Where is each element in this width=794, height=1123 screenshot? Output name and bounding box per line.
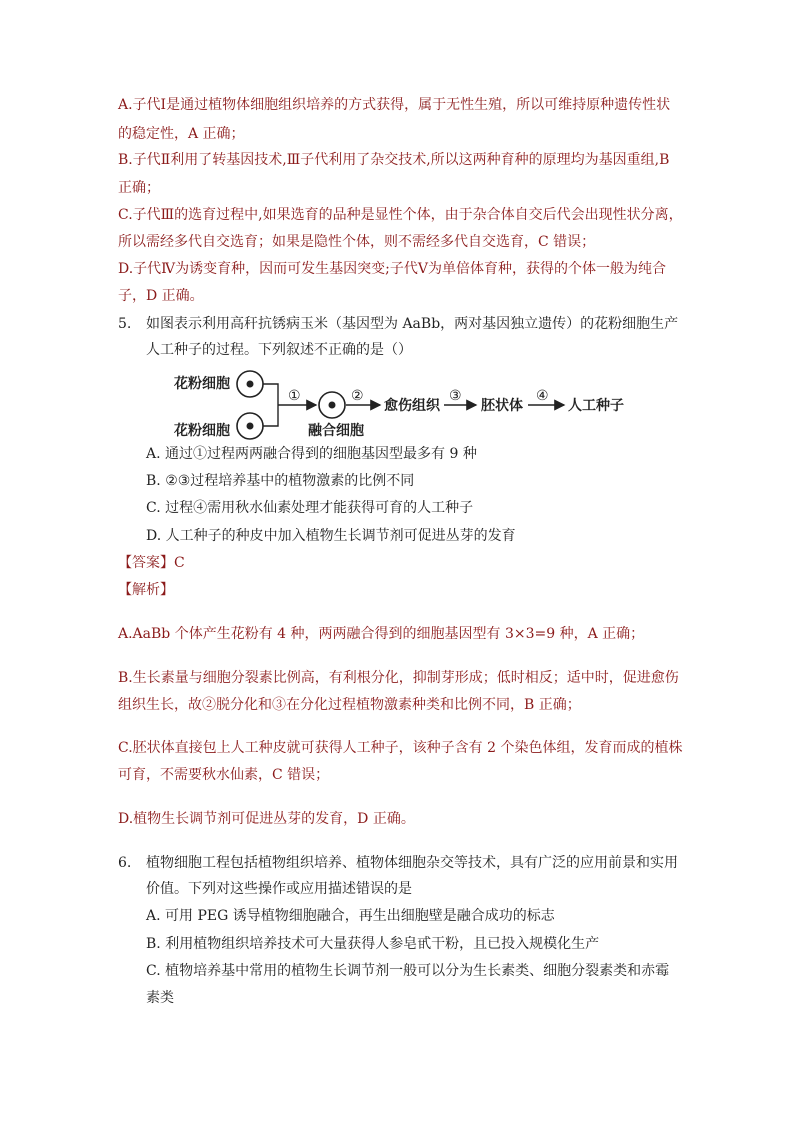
- analysis-line: D.子代Ⅳ为诱变育种，因而可发生基因突变;子代Ⅴ为单倍体育种，获得的个体一般为纯合: [118, 261, 666, 277]
- step-3-label: ③: [449, 388, 462, 404]
- option-b: B. 利用植物组织培养技术可大量获得人参皂甙干粉，且已投入规模化生产: [146, 936, 600, 952]
- question-stem: 人工种子的过程。下列叙述不正确的是（）: [146, 342, 412, 358]
- question-number: 6.: [118, 855, 132, 871]
- question-stem: 植物细胞工程包括植物组织培养、植物体细胞杂交等技术，具有广泛的应用前景和实用: [146, 855, 678, 871]
- option-c-continued: 素类: [146, 990, 174, 1006]
- analysis-line: 可育，不需要秋水仙素，C 错误；: [118, 767, 330, 783]
- analysis-line: C.子代Ⅲ的选育过程中,如果选育的品种是显性个体，由于杂合体自交后代会出现性状分离，: [118, 207, 683, 223]
- artificial-seed-label: 人工种子: [568, 398, 624, 414]
- option-a: A. 通过①过程两两融合得到的细胞基因型最多有 9 种: [146, 446, 477, 462]
- pollen-cell-bottom: [237, 413, 263, 439]
- analysis-line: C.胚状体直接包上人工种皮就可获得人工种子，该种子含有 2 个染色体组，发育而成的植株: [118, 740, 683, 756]
- analysis-line: 所以需经多代自交选育；如果是隐性个体，则不需经多代自交选育，C 错误；: [118, 234, 596, 250]
- pollen-cell-bottom-label: 花粉细胞: [174, 423, 230, 439]
- option-b: B. ②③过程培养基中的植物激素的比例不同: [146, 473, 415, 489]
- step-1-label: ①: [288, 388, 301, 404]
- step-4-label: ④: [536, 388, 549, 404]
- analysis-label: 【解析】: [118, 582, 174, 598]
- fused-cell-label: 融合细胞: [308, 423, 364, 439]
- pollen-cell-top: [237, 371, 263, 397]
- option-c: C. 过程④需用秋水仙素处理才能获得可育的人工种子: [146, 500, 474, 516]
- question-number: 5.: [118, 316, 132, 332]
- question-stem: 如图表示利用高秆抗锈病玉米（基因型为 AaBb，两对基因独立遗传）的花粉细胞生产: [146, 316, 679, 332]
- embryoid-label: 胚状体: [481, 398, 523, 414]
- step-2-label: ②: [351, 388, 364, 404]
- fused-cell: [319, 392, 345, 418]
- answer-label: 【答案】C: [118, 555, 185, 571]
- analysis-line: 组织生长，故②脱分化和③在分化过程植物激素种类和比例不同，B 正确；: [118, 697, 581, 713]
- pollen-cell-top-label: 花粉细胞: [174, 376, 230, 392]
- analysis-line: A.AaBb 个体产生花粉有 4 种，两两融合得到的细胞基因型有 3×3=9 种，A 正确；: [118, 626, 645, 642]
- callus-label: 愈伤组织: [384, 398, 440, 414]
- option-d: D. 人工种子的种皮中加入植物生长调节剂可促进丛芽的发育: [146, 528, 516, 544]
- analysis-line: 正确；: [118, 180, 160, 196]
- analysis-line: B.生长素量与细胞分裂素比例高，有利根分化，抑制芽形成；低时相反；适中时，促进愈伤: [118, 670, 679, 686]
- analysis-line: B.子代Ⅱ利用了转基因技术,Ⅲ子代利用了杂交技术,所以这两种育种的原理均为基因重组,B: [118, 152, 670, 168]
- analysis-line: 子，D 正确。: [118, 288, 204, 304]
- option-c: C. 植物培养基中常用的植物生长调节剂一般可以分为生长素类、细胞分裂素类和赤霉: [146, 963, 670, 979]
- option-a: A. 可用 PEG 诱导植物细胞融合，再生出细胞壁是融合成功的标志: [146, 908, 555, 924]
- analysis-line: A.子代Ⅰ是通过植物体细胞组织培养的方式获得，属于无性生殖，所以可维持原种遗传性状: [118, 97, 671, 113]
- question-stem: 价值。下列对这些操作或应用描述错误的是: [146, 881, 412, 897]
- analysis-line: D.植物生长调节剂可促进丛芽的发育，D 正确。: [118, 811, 415, 827]
- analysis-line: 的稳定性，A 正确；: [118, 126, 245, 142]
- process-diagram: [170, 362, 650, 442]
